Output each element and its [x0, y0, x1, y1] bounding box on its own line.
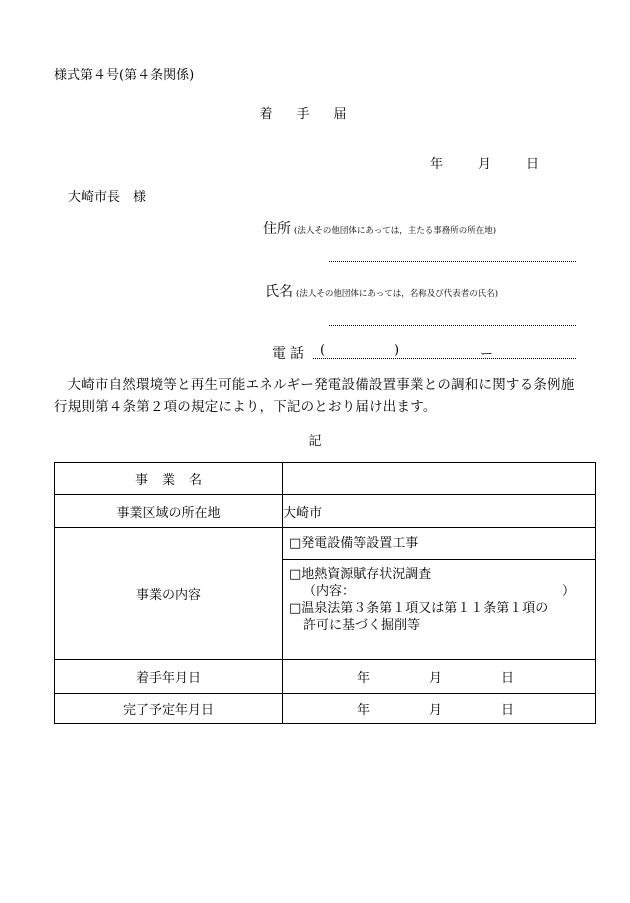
start-date-value[interactable] — [283, 660, 596, 694]
phone-dash: ー — [480, 347, 494, 362]
end-date-label: 完了予定年月日 — [55, 694, 283, 724]
end-day: 日 — [501, 703, 515, 718]
option-power-facility[interactable]: □発電設備等設置工事 — [283, 528, 595, 560]
content-cell — [283, 528, 596, 660]
submission-date — [430, 153, 539, 172]
phone-area-close: ) — [394, 343, 400, 358]
date-month: 月 — [478, 157, 492, 172]
address-row — [263, 218, 496, 238]
addressee: 大崎市長 様 — [68, 190, 147, 205]
detail-open: （内容： — [303, 584, 356, 599]
location-label: 事業区域の所在地 — [55, 495, 283, 528]
address-label: 住所 — [263, 221, 291, 237]
project-name-label: 事業名 — [134, 473, 216, 488]
option-geothermal-survey[interactable]: □地熱資源賦存状況調査 — [289, 567, 432, 582]
end-date-value[interactable] — [283, 694, 596, 724]
start-date-label: 着手年月日 — [55, 660, 283, 694]
project-name-input[interactable] — [283, 463, 596, 495]
table-row — [55, 694, 596, 724]
geothermal-detail[interactable] — [289, 583, 589, 600]
table-row — [55, 463, 596, 495]
name-label: 氏名 — [265, 284, 293, 300]
phone-line[interactable] — [313, 358, 576, 359]
project-name-label-cell — [55, 463, 283, 495]
start-month: 月 — [429, 671, 443, 686]
name-row — [265, 281, 498, 301]
content-label: 事業の内容 — [55, 528, 283, 660]
phone-label: 電話 — [272, 346, 308, 362]
option-hot-spring-drilling[interactable]: □温泉法第３条第１項又は第１１条第１項の — [289, 601, 549, 616]
detail-close: ） — [561, 584, 575, 599]
location-value[interactable]: 大崎市 — [283, 495, 596, 528]
end-year: 年 — [357, 703, 371, 718]
option-hot-spring-drilling-cont: 許可に基づく掘削等 — [303, 618, 421, 633]
name-note: (法人その他団体にあっては，名称及び代表者の氏名) — [296, 289, 499, 299]
table-row — [55, 495, 596, 528]
body-text: 大崎市自然環境等と再生可能エネルギー発電設備設置事業との調和に関する条例施行規則第４条第２項の規定により，下記のとおり届け出ます。 — [54, 377, 575, 415]
date-year: 年 — [430, 157, 444, 172]
table-row — [55, 528, 596, 660]
form-number: 様式第４号(第４条関係) — [54, 68, 195, 83]
name-line[interactable] — [329, 325, 576, 326]
address-note: (法人その他団体にあっては，主たる事務所の所在地) — [294, 226, 497, 236]
date-day: 日 — [526, 157, 540, 172]
page-title: 着手届 — [259, 107, 371, 122]
end-month: 月 — [429, 703, 443, 718]
content-options — [283, 560, 595, 659]
start-day: 日 — [501, 671, 515, 686]
address-line[interactable] — [329, 261, 576, 262]
project-table — [54, 462, 596, 724]
table-row — [55, 660, 596, 694]
start-year: 年 — [357, 671, 371, 686]
ki-heading: 記 — [308, 434, 322, 449]
phone-area-open: ( — [320, 343, 326, 358]
